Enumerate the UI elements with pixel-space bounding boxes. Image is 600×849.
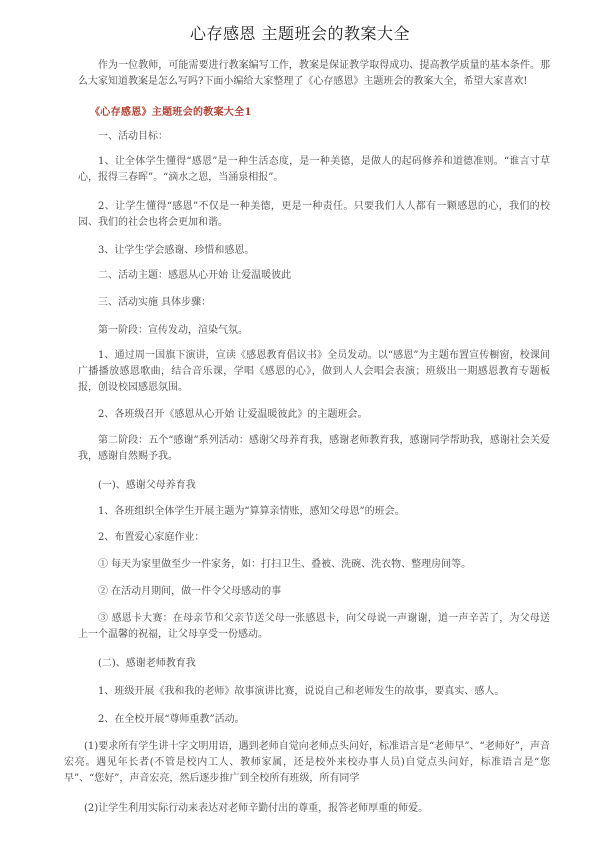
paragraph: ② 在活动月期间，做一件令父母感动的事 <box>98 586 282 597</box>
paragraph: 三、活动实施 具体步骤： <box>98 297 212 308</box>
paragraph: (1)要求所有学生讲十字文明用语，遇到老师自觉向老师点头问好，标准语言是“老师早”、“老师好”，声音宏亮。遇见年长者(不管是校内工人、教师家属，还是校外来校办事人员)自觉点头问好，标准语言是“您早”、“您好”，声音宏亮，然后逐步推广到全校所有班级，所有同学 <box>64 741 550 784</box>
paragraph: (二)、感谢老师教育我 <box>98 658 196 669</box>
paragraph: ① 每天为家里做至少一件家务，如：打扫卫生、叠被、洗碗、洗衣物、整理房间等。 <box>98 559 472 570</box>
paragraph: 1、班级开展《我和我的老师》故事演讲比赛，说说自己和老师发生的故事，要真实、感人。 <box>98 686 505 697</box>
section-heading: 《心存感恩》主题班会的教案大全1 <box>90 107 252 118</box>
paragraph: 一、活动目标： <box>98 131 168 142</box>
paragraph: (2)让学生利用实际行动来表达对老师辛勤付出的尊重，报答老师厚重的师爱。 <box>84 803 429 814</box>
paragraph: 1、通过周一国旗下演讲，宣读《感恩教育倡议书》全员发动。以“感恩”为主题布置宣传橱窗，校课间广播播放感恩歌曲，结合音乐课，学唱《感恩的心》，做到人人会唱会表演；班级出一期感恩教育专题板报，创设校园感恩氛围。 <box>78 350 550 393</box>
paragraph: 2、让学生懂得“感恩”不仅是一种美德，更是一种责任。只要我们人人都有一颗感恩的心，我们的校园、我们的社会也将会更加和谐。 <box>78 201 550 228</box>
paragraph: 2、布置爱心家庭作业： <box>98 532 205 543</box>
paragraph: 二、活动主题：感恩从心开始 让爱温暖彼此 <box>98 270 292 281</box>
paragraph: 第二阶段：五个“感谢”系列活动：感谢父母养育我，感谢老师教育我，感谢同学帮助我，感谢社会关爱我，感谢自然赐予我。 <box>78 435 550 462</box>
document-title: 心存感恩 主题班会的教案大全 <box>189 24 411 43</box>
paragraph: 1、各班组织全体学生开展主题为“算算亲情账，感知父母恩”的班会。 <box>98 506 405 517</box>
paragraph: 2、在全校开展“尊师重教”活动。 <box>98 714 245 725</box>
paragraph: ③ 感恩卡大赛：在母亲节和父亲节送父母一张感恩卡，向父母说一声谢谢，道一声辛苦了，为父母送上一个温馨的祝福，让父母享受一份感动。 <box>78 613 550 640</box>
paragraph: (一)、感谢父母养育我 <box>98 480 196 491</box>
paragraph: 1、让全体学生懂得“感恩”是一种生活态度，是一种美德，是做人的起码修养和道德准则。“谁言寸草心，报得三春晖”。“滴水之恩，当涌泉相报”。 <box>78 156 550 183</box>
paragraph: 2、各班级召开《感恩从心开始 让爱温暖彼此》的主题班会。 <box>98 409 368 420</box>
paragraph: 3、让学生学会感谢、珍惜和感恩。 <box>98 245 255 256</box>
paragraph: 第一阶段：宣传发动，渲染气氛。 <box>98 325 248 336</box>
intro-paragraph: 作为一位教师，可能需要进行教案编写工作，教案是保证教学取得成功、提高教学质量的基本条件。那么大家知道教案是怎么写吗?下面小编给大家整理了《心存感恩》主题班会的教案大全，希望大家喜欢! <box>78 60 550 87</box>
